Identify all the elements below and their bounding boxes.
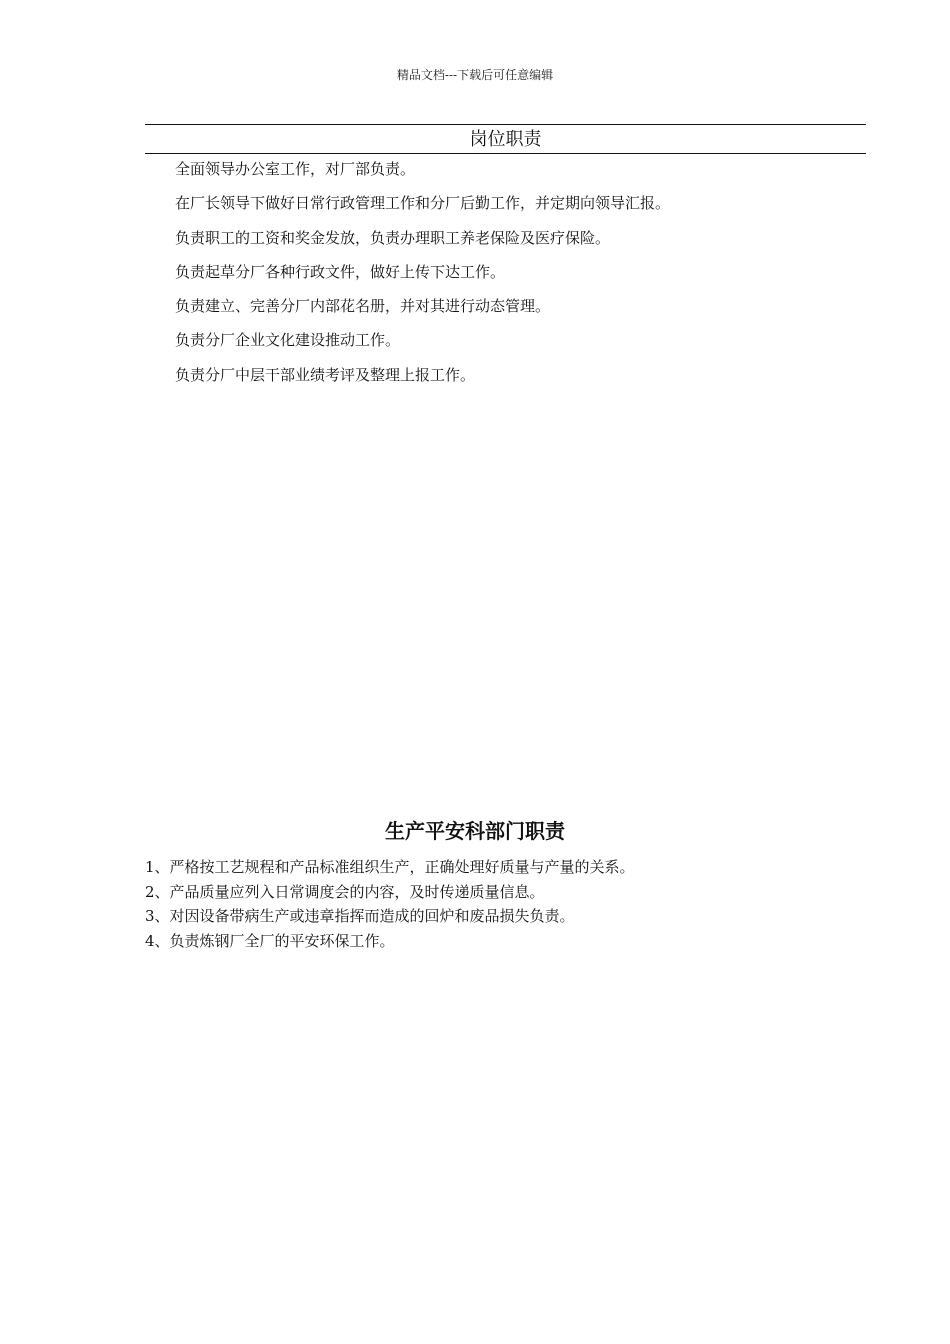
duty-item: 负责分厂企业文化建设推动工作。 (175, 331, 401, 350)
duty-item: 负责建立、完善分厂内部花名册，并对其进行动态管理。 (175, 297, 551, 316)
section-title-production-safety: 生产平安科部门职责 (385, 819, 565, 843)
duty-item: 全面领导办公室工作，对厂部负责。 (175, 160, 416, 178)
numbered-duty-item: 1、严格按工艺规程和产品标准组织生产，正确处理好质量与产量的关系。 (145, 858, 635, 876)
duty-item: 负责起草分厂各种行政文件，做好上传下达工作。 (175, 262, 506, 281)
numbered-duty-item: 4、负责炼钢厂全厂的平安环保工作。 (145, 932, 395, 951)
title-bottom-rule (145, 153, 866, 154)
page-header: 精品文档---下载后可任意编辑 (396, 68, 554, 82)
numbered-duty-item: 3、对因设备带病生产或违章指挥而造成的回炉和废品损失负责。 (145, 907, 575, 926)
duty-item: 负责分厂中层干部业绩考评及整理上报工作。 (175, 365, 476, 384)
duty-item: 在厂长领导下做好日常行政管理工作和分厂后勤工作，并定期向领导汇报。 (175, 194, 671, 213)
job-duties-list (175, 156, 670, 396)
duty-item: 负责职工的工资和奖金发放，负责办理职工养老保险及医疗保险。 (175, 228, 611, 247)
title-top-rule (145, 124, 866, 125)
section-title-job-duties: 岗位职责 (469, 129, 542, 150)
production-safety-duties-list (145, 855, 635, 954)
numbered-duty-item: 2、产品质量应列入日常调度会的内容，及时传递质量信息。 (145, 882, 545, 901)
